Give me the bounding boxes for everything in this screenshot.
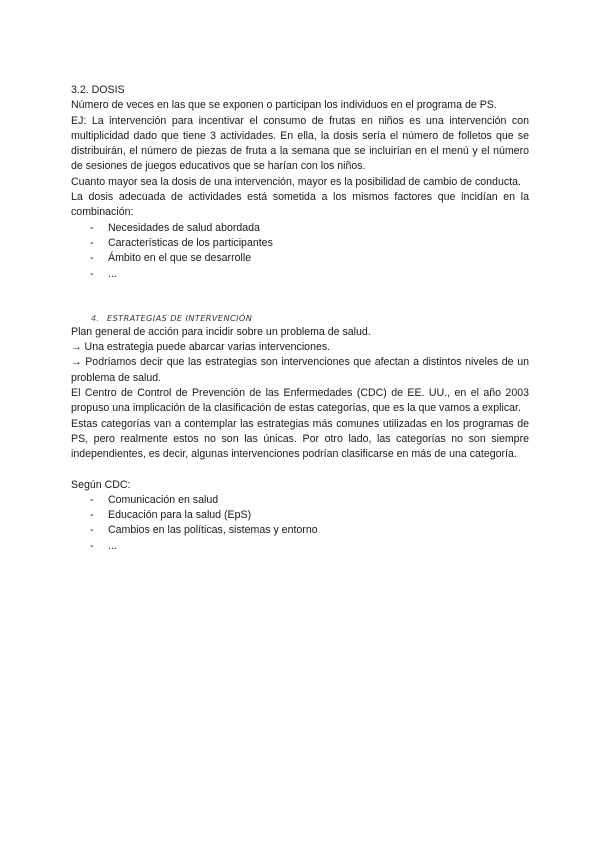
list-item: - Características de los participantes (71, 236, 529, 251)
spacer (71, 463, 529, 478)
section-heading-dosis: 3.2. DOSIS (71, 84, 125, 96)
list-item: - ... (71, 267, 529, 282)
list-marker: - (90, 493, 94, 506)
list-item: - Ámbito en el que se desarrolle (71, 251, 529, 266)
paragraph: Cuanto mayor sea la dosis de una intervención, mayor es la posibilidad de cambio de conducta. (71, 175, 521, 188)
paragraph: Estas categorías van a contemplar las estrategias más comunes utilizadas en los programas de PS, pero realmente estos no son las únicas. Por otro lado, las categorías no son siempre independientes, es decir, algunas intervenciones podrían clasificarse en más de una categoría. (71, 417, 529, 461)
paragraph: → Podríamos decir que las estrategias son intervenciones que afectan a distintos niveles de un problema de salud. (71, 356, 529, 384)
list-marker: - (90, 509, 94, 522)
list-marker: - (90, 539, 94, 552)
list-item: - Necesidades de salud abordada (71, 221, 529, 236)
paragraph: El Centro de Control de Prevención de las Enfermedades (CDC) de EE. UU., en el año 2003 propuso una implicación de la clasificación de estas categorías, que es la que vamos a explicar. (71, 387, 529, 415)
paragraph: → Una estrategia puede abarcar varias intervenciones. (71, 341, 331, 354)
list-item: - ... (71, 539, 529, 554)
list-marker: - (90, 267, 94, 280)
section-number: 4. (91, 312, 100, 323)
spacer (71, 282, 529, 311)
paragraph: Plan general de acción para incidir sobre un problema de salud. (71, 325, 371, 338)
paragraph: EJ: La intervención para incentivar el consumo de frutas en niños es una intervención con multiplicidad dado que tiene 3 actividades. En ella, la dosis sería el número de folletos que se distribuirán, el número de piezas de fruta a la semana que se incluirían en el menú y el número de sesiones de juegos educativos que se harían con los niños. (71, 114, 529, 173)
list-item: - Cambios en las políticas, sistemas y entorno (71, 523, 529, 538)
cdc-label: Según CDC: (71, 478, 131, 491)
list-marker: - (90, 221, 94, 234)
paragraph: Número de veces en las que se exponen o participan los individuos en el programa de PS. (71, 99, 497, 112)
document-page (71, 83, 529, 554)
list-marker: - (90, 236, 94, 249)
factors-list (71, 221, 529, 282)
section-title: ESTRATEGIAS DE INTERVENCIÓN (107, 312, 253, 323)
section-heading-estrategias (71, 311, 529, 325)
list-marker: - (90, 252, 94, 265)
list-marker: - (90, 524, 94, 537)
paragraph: La dosis adecuada de actividades está sometida a los mismos factores que incidían en la combinación: (71, 191, 529, 219)
list-item: - Comunicación en salud (71, 493, 529, 508)
cdc-list (71, 493, 529, 554)
list-item: - Educación para la salud (EpS) (71, 508, 529, 523)
